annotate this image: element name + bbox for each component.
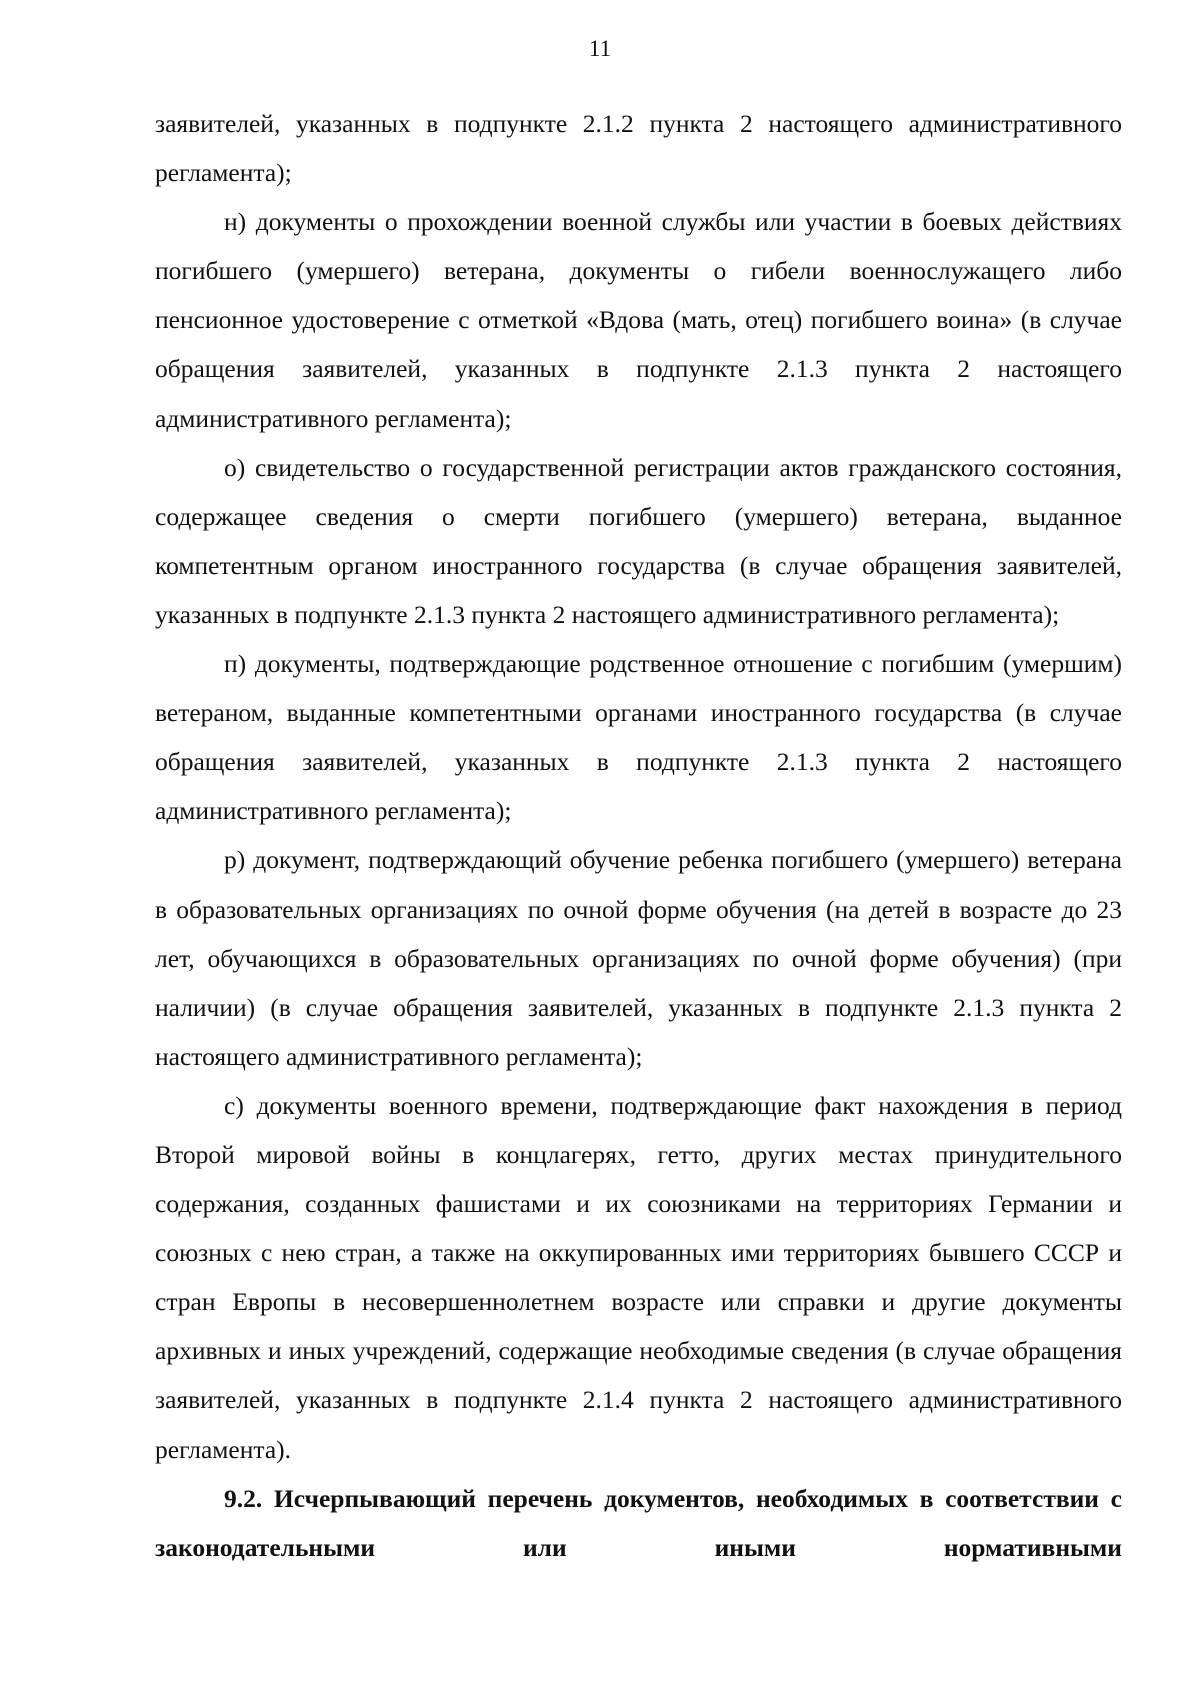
- section-heading: 9.2. Исчерпывающий перечень документов, необходимых в соответствии с законодательными или иными нормативными: [155, 1483, 1122, 1562]
- paragraph-item-s: с) документы военного времени, подтверждающие факт нахождения в период Второй мировой войны в концлагерях, гетто, других местах принудительного содержания, созданных фашистами и их союзниками на территориях Германии и союзных с нею стран, а также на оккупированных ими территориях бывшего СССР и стран Европы в несовершеннолетнем возрасте или справки и другие документы архивных и иных учреждений, содержащие необходимые сведения (в случае обращения заявителей, указанных в подпункте 2.1.4 пункта 2 настоящего административного регламента).: [155, 1090, 1122, 1464]
- page-number: 11: [588, 36, 612, 61]
- paragraph-item-p: п) документы, подтверждающие родственное отношение с погибшим (умершим) ветераном, выданные компетентными органами иностранного государства (в случае обращения заявителей, указанных в подпункте 2.1.3 пункта 2 настоящего административного регламента);: [155, 649, 1122, 826]
- paragraph-continuation: заявителей, указанных в подпункте 2.1.2 пункта 2 настоящего административного регламента);: [155, 109, 1122, 188]
- paragraph-item-o: о) свидетельство о государственной регистрации актов гражданского состояния, содержащее сведения о смерти погибшего (умершего) ветерана, выданное компетентным органом иностранного государства (в случае обращения заявителей, указанных в подпункте 2.1.3 пункта 2 настоящего административного регламента);: [155, 452, 1122, 629]
- paragraph-item-r: р) документ, подтверждающий обучение ребенка погибшего (умершего) ветерана в образовательных организациях по очной форме обучения (на детей в возрасте до 23 лет, обучающихся в образовательных организациях по очной форме обучения) (при наличии) (в случае обращения заявителей, указанных в подпункте 2.1.3 пункта 2 настоящего административного регламента);: [155, 845, 1122, 1071]
- paragraph-item-n: н) документы о прохождении военной службы или участии в боевых действиях погибшего (умершего) ветерана, документы о гибели военнослужащего либо пенсионное удостоверение с отметкой «Вдова (мать, отец) погибшего воина» (в случае обращения заявителей, указанных в подпункте 2.1.3 пункта 2 настоящего административного регламента);: [155, 207, 1122, 433]
- document-body: [155, 99, 1122, 1572]
